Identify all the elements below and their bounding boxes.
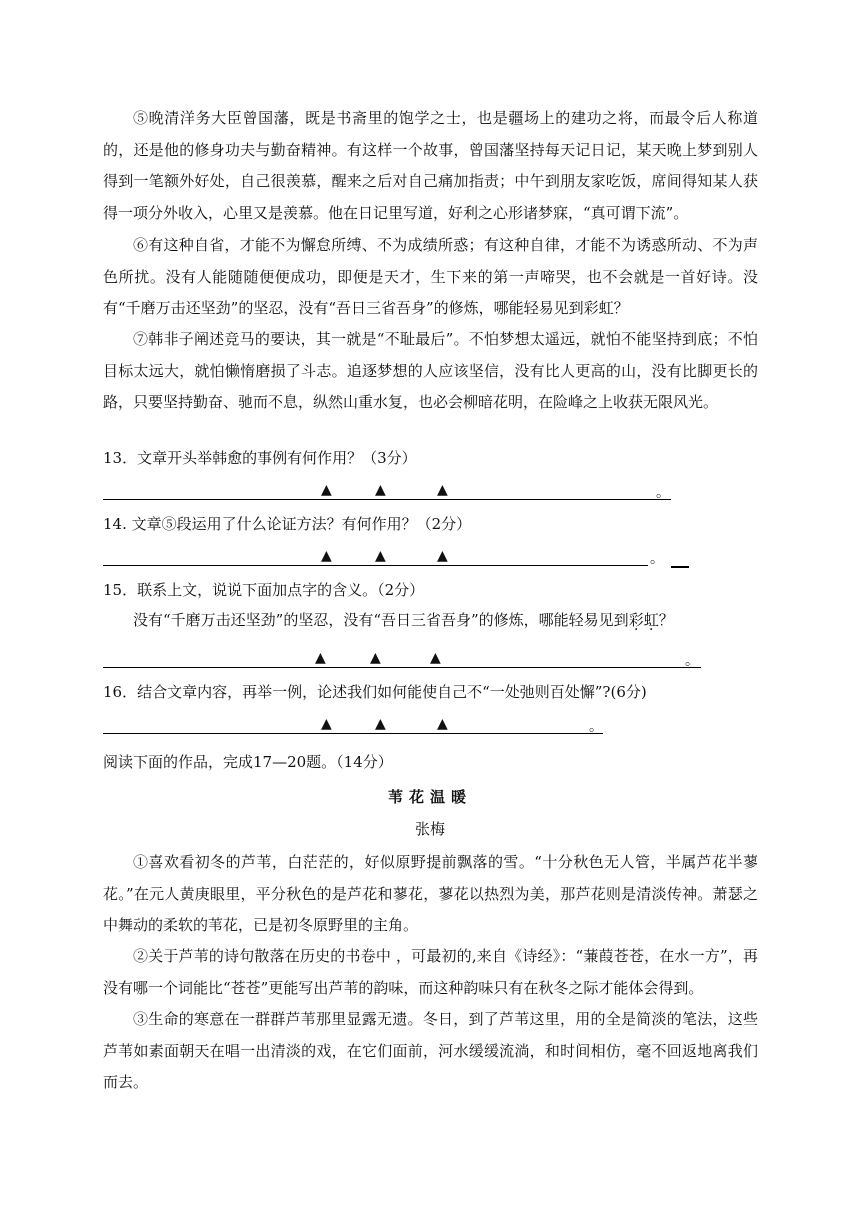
answer-marker: ▲ [315, 650, 326, 666]
answer-marker: ▲ [321, 482, 332, 498]
reading-instruction: 阅读下面的作品，完成17—20题。（14分） [103, 753, 393, 771]
answer-line-14[interactable] [103, 544, 693, 566]
paragraph-6: ⑥有这种自省，才能不为懈怠所缚、不为成绩所惑；有这种自律，才能不为诱惑所动、不为声色所扰。没有人能随随便便成功，即便是天才，生下来的第一声啼哭，也不会就是一首好诗。没有“千磨万击还坚劲”的坚忍，没有“吾日三省吾身”的修炼，哪能轻易见到彩虹？ [103, 236, 758, 317]
dotted-char: 彩 [628, 611, 644, 629]
answer-end-mark: 。 [685, 653, 699, 669]
answer-marker: ▲ [437, 716, 448, 732]
answer-marker: ▲ [375, 482, 386, 498]
essay-paragraph-1: ①喜欢看初冬的芦苇，白茫茫的，好似原野提前飘落的雪。“十分秋色无人管，半属芦花半蓼花。”在元人黄庚眼里，平分秋色的是芦花和蓼花，蓼花以热烈为美，那芦花则是清淡传神。萧瑟之中舞动的柔软的苇花，已是初冬原野里的主角。 [103, 853, 758, 934]
answer-end-mark: 。 [589, 719, 603, 735]
answer-end-mark: 。 [656, 485, 670, 501]
answer-end-mark: 。 [650, 551, 664, 567]
answer-line-16[interactable] [103, 712, 608, 734]
question-15-quote: 没有“千磨万击还坚劲”的坚忍，没有“吾日三省吾身”的修炼，哪能轻易见到彩虹？ [133, 611, 674, 629]
answer-marker: ▲ [375, 548, 386, 564]
paragraph-5: ⑤晚清洋务大臣曾国藩，既是书斋里的饱学之士，也是疆场上的建功之将，而最令后人称道的，还是他的修身功夫与勤奋精神。有这样一个故事，曾国藩坚持每天记日记，某天晚上梦到别人得到一笔额外好处，自己很羡慕，醒来之后对自己痛加指责；中午到朋友家吃饭，席间得知某人获得一项分外收入，心里又是羡慕。他在日记里写道，好利之心形诸梦寐，“真可谓下流”。 [103, 109, 758, 222]
answer-marker: ▲ [437, 482, 448, 498]
answer-marker: ▲ [437, 548, 448, 564]
essay-paragraph-3: ③生命的寒意在一群群芦苇那里显露无遗。冬日，到了芦苇这里，用的全是简淡的笔法，这些芦苇如素面朝天在唱一出清淡的戏，在它们面前，河水缓缓流淌，和时间相仿，毫不回返地离我们而去。 [103, 1010, 758, 1091]
question-13: 13．文章开头举韩愈的事例有何作用？（3分） [103, 449, 417, 467]
essay-author: 张梅 [414, 820, 445, 838]
essay-paragraph-2: ②关于芦苇的诗句散落在历史的书卷中 ，可最初的,来自《诗经》：“蒹葭苍苍，在水一方”，再没有哪一个词能比“苍苍”更能写出芦苇的韵味，而这种韵味只有在秋冬之际才能体会得到。 [103, 947, 758, 997]
question-15: 15．联系上文，说说下面加点字的含义。（2分） [103, 581, 425, 599]
answer-marker: ▲ [370, 650, 381, 666]
question-16: 16．结合文章内容，再举一例，论述我们如何能使自己不“一处弛则百处懈”?(6分) [103, 683, 647, 701]
essay-title: 苇花温暖 [387, 788, 472, 806]
answer-marker: ▲ [375, 716, 386, 732]
answer-marker: ▲ [430, 650, 441, 666]
answer-line-13[interactable] [103, 478, 683, 500]
answer-marker: ▲ [321, 548, 332, 564]
question-14: 14. 文章⑤段运用了什么论证方法？有何作用？（2分） [103, 515, 472, 533]
paragraph-7: ⑦韩非子阐述竞马的要诀，其一就是“不耻最后”。不怕梦想太遥远，就怕不能坚持到底；不怕目标太远大，就怕懒惰磨损了斗志。追逐梦想的人应该坚信，没有比人更高的山，没有比脚更长的路，只要坚持勤奋、驰而不息，纵然山重水复，也必会柳暗花明，在险峰之上收获无限风光。 [103, 330, 758, 411]
answer-marker: ▲ [321, 716, 332, 732]
dotted-char: 虹 [643, 611, 659, 629]
answer-line-15[interactable] [103, 646, 703, 668]
scan-mark [671, 566, 689, 568]
